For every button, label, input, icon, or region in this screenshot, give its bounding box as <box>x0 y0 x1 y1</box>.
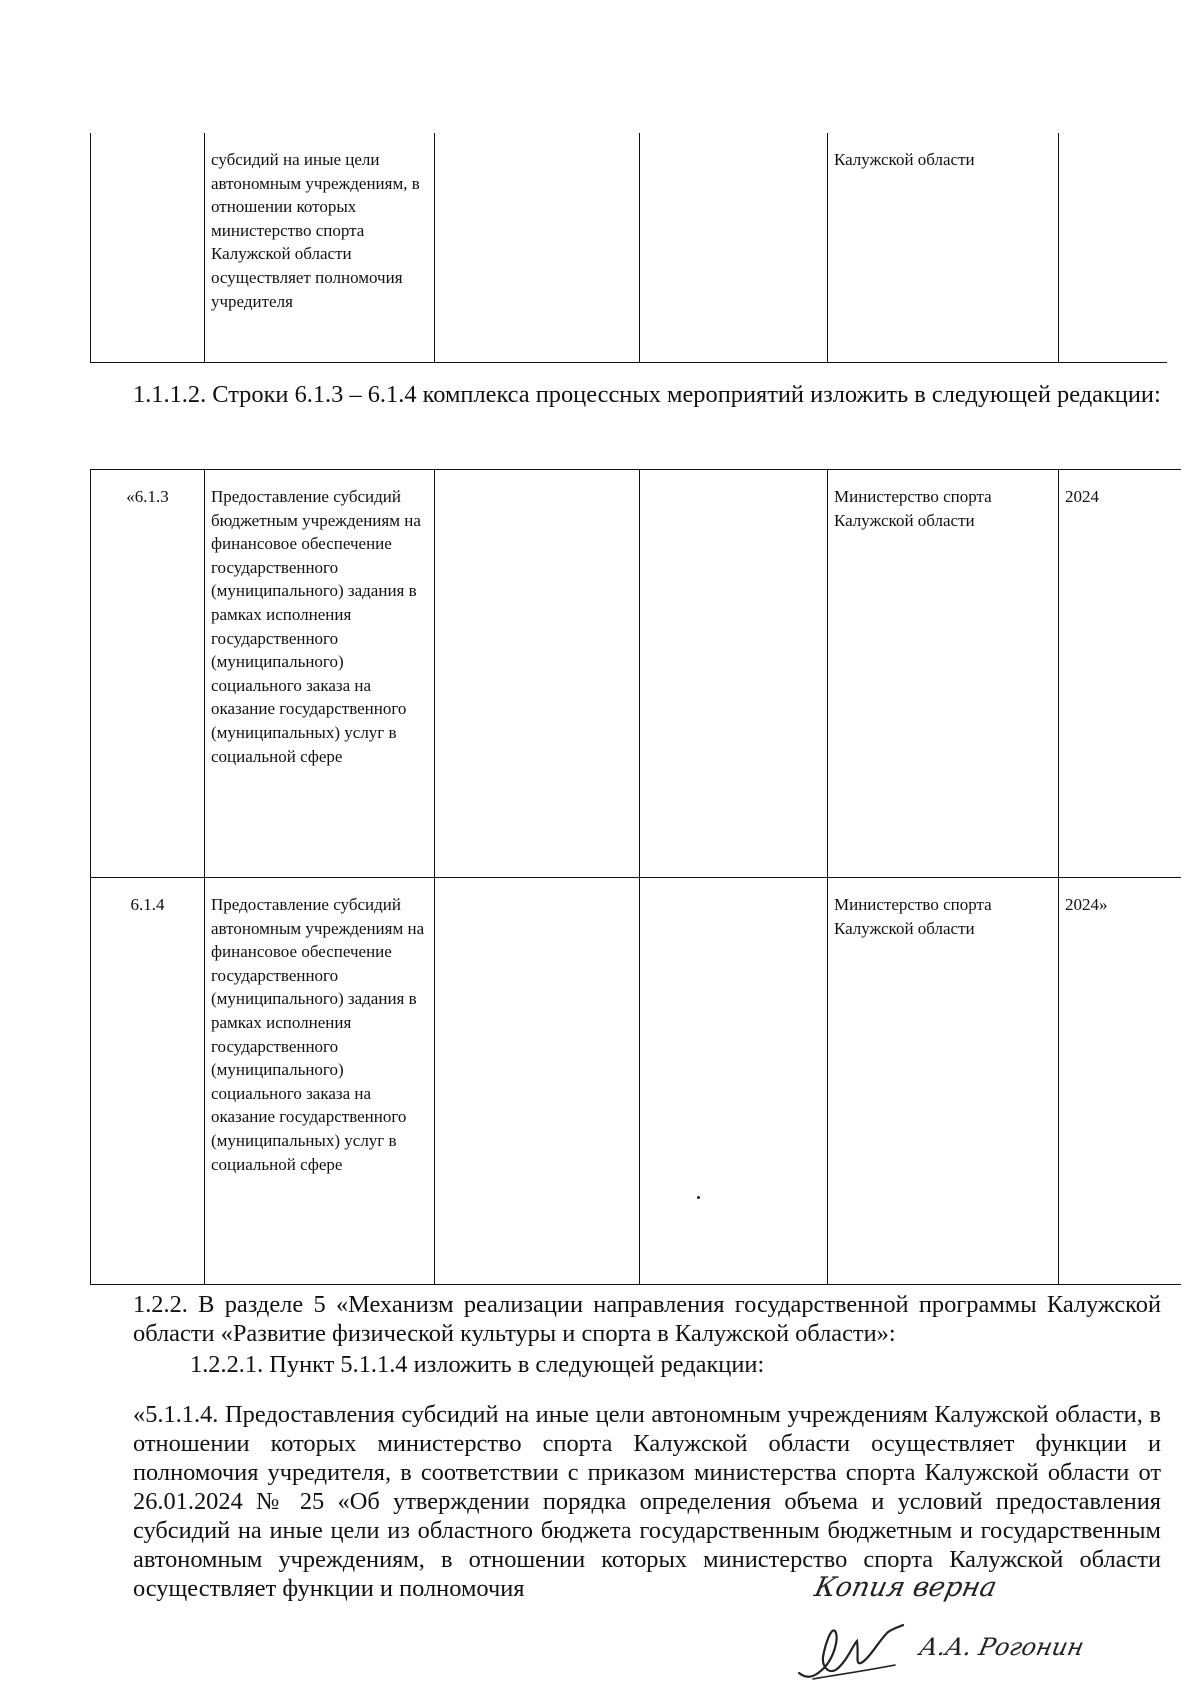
paragraph-4: «5.1.1.4. Предоставления субсидий на иные цели автономным учреждениям Калужской области, в отношении которых министерство спорта Калужской области осуществляет функции и полномочия учредителя, в соответствии с приказом министерства спорта Калужской области от 26.01.2024 № 25 «Об утверждении порядка определения объема и условий предоставления субсидий на иные цели из областного бюджета государственным бюджетным и государственным автономным учреждениям, в отношении которых министерство спорта Калужской области осуществляет функции и полномочия <box>133 1401 1161 1602</box>
cell-number: 6.1.4 <box>91 878 205 1285</box>
paragraph-3: 1.2.2.1. Пункт 5.1.1.4 изложить в следующей редакции: <box>190 1351 765 1378</box>
cell-name: Предоставление субсидий бюджетным учреждениям на финансовое обеспечение государственного (муниципального) задания в рамках исполнения государственного (муниципального) социального заказа на оказание государственного (муниципальных) услуг в социальной сфере <box>205 470 435 878</box>
table-top-fragment <box>90 133 1167 363</box>
cell-empty <box>435 470 640 878</box>
cell-year: 2024» <box>1059 878 1181 1285</box>
cell-empty <box>640 133 828 363</box>
cell-name: Предоставление субсидий автономным учреждениям на финансовое обеспечение государственного (муниципального) задания в рамках исполнения государственного (муниципального) социального заказа на оказание государственного (муниципальных) услуг в социальной сфере <box>205 878 435 1285</box>
table-row <box>91 133 1167 363</box>
cell-number <box>91 133 205 363</box>
paragraph-2: 1.2.2. В разделе 5 «Механизм реализации направления государственной программы Калужской области «Развитие физической культуры и спорта в Калужской области»: <box>133 1291 1161 1347</box>
paragraph-1: 1.1.1.2. Строки 6.1.3 – 6.1.4 комплекса процессных мероприятий изложить в следующей редакции: <box>133 381 1161 408</box>
cell-responsible: Министерство спорта Калужской области <box>828 878 1059 1285</box>
cell-year <box>1059 133 1167 363</box>
table-row <box>91 470 1181 878</box>
table-row <box>91 878 1181 1285</box>
cell-empty <box>435 878 640 1285</box>
cell-empty <box>640 470 828 878</box>
scan-dot <box>697 1196 700 1199</box>
table-main <box>90 469 1181 1285</box>
signature-icon <box>795 1615 905 1685</box>
cell-empty <box>435 133 640 363</box>
cell-year: 2024 <box>1059 470 1181 878</box>
cell-responsible: Калужской области <box>828 133 1059 363</box>
cell-number: «6.1.3 <box>91 470 205 878</box>
cell-name: субсидий на иные цели автономным учреждениям, в отношении которых министерство спорта Калужской области осуществляет полномочия учредителя <box>205 133 435 363</box>
cell-empty <box>640 878 828 1285</box>
handwritten-name: А.А. Рогонин <box>917 1633 1087 1661</box>
cell-responsible: Министерство спорта Калужской области <box>828 470 1059 878</box>
handwritten-copy-mark: Копия верна <box>811 1572 1000 1603</box>
